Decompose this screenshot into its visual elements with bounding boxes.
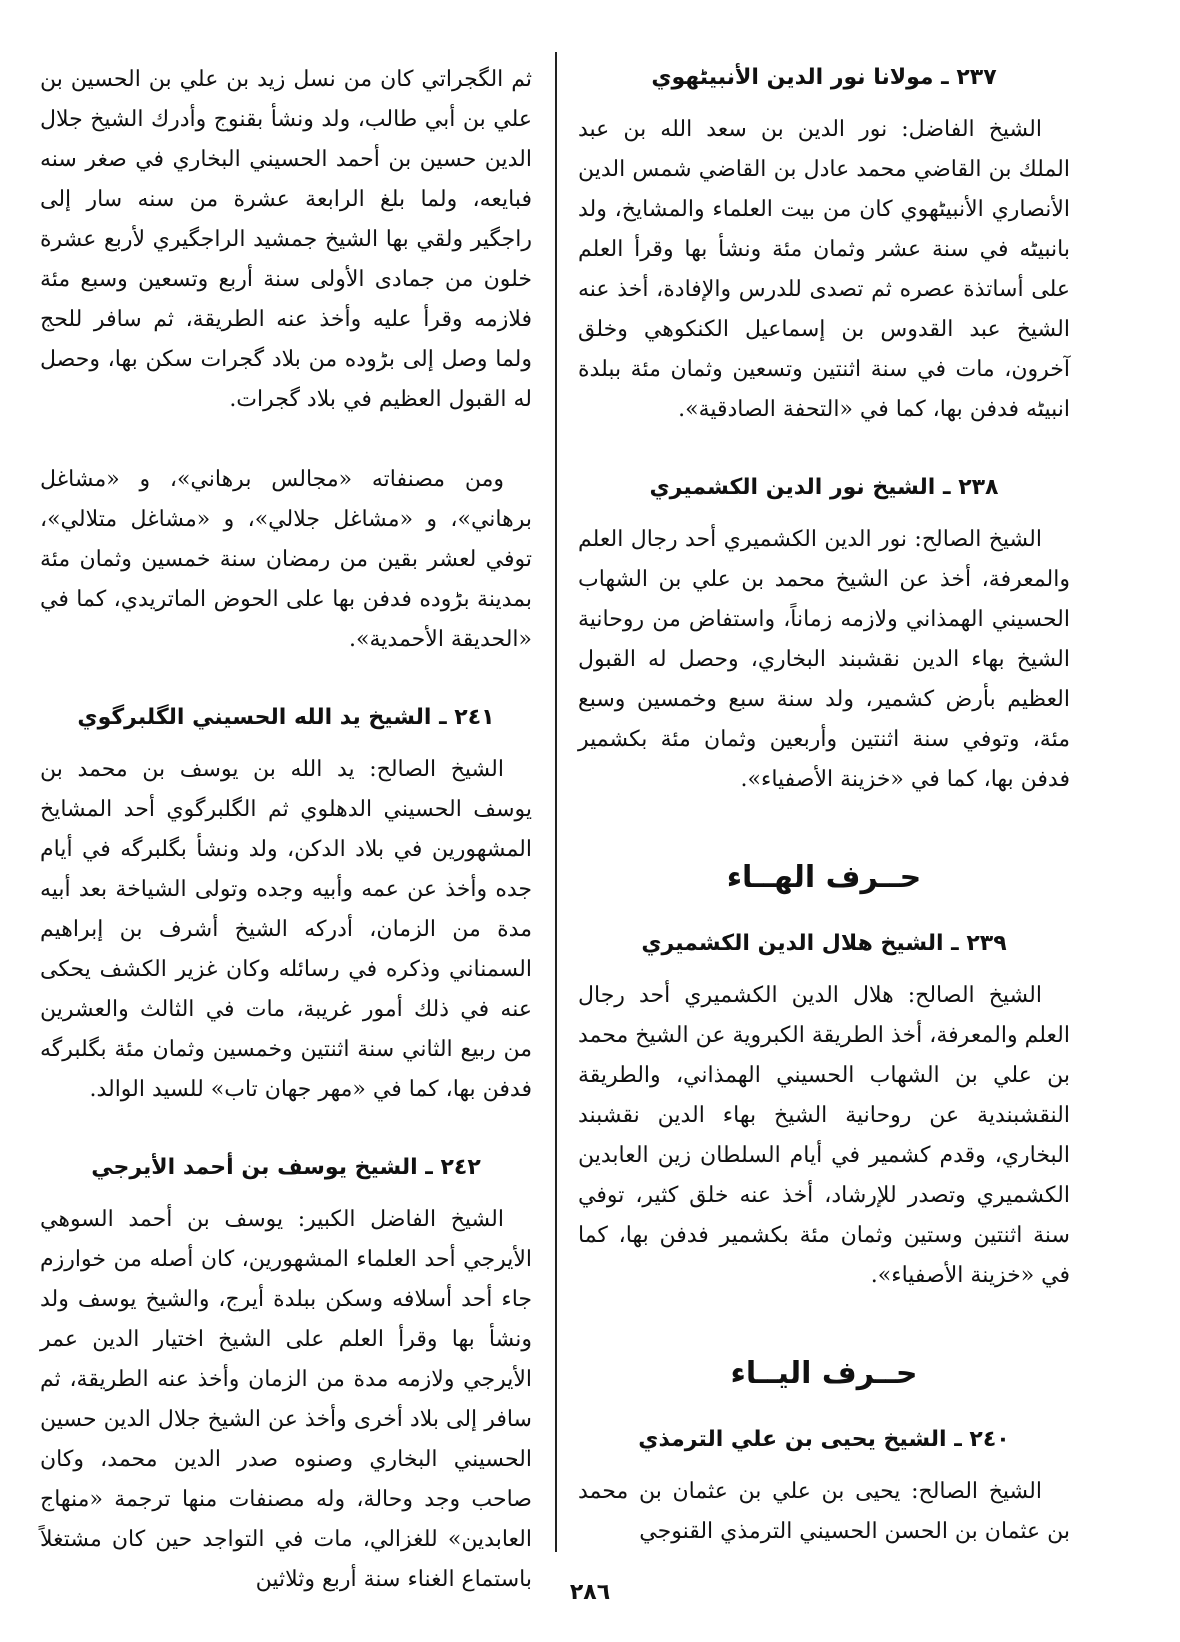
entry-240-body: الشيخ الصالح: يحيى بن علي بن عثمان بن محمد بن عثمان بن الحسن الحسيني الترمذي القنوجي [578, 1479, 1070, 1544]
column-divider [555, 52, 557, 1552]
page-number: ٢٨٦ [569, 1580, 611, 1605]
entry-242-body: الشيخ الفاضل الكبير: يوسف بن أحمد السوهي الأيرجي أحد العلماء المشهورين، كان أصله من خوارزم جاء أحد أسلافه وسكن ببلدة أيرج، والشيخ يوسف ولد ونشأ بها وقرأ العلم على الشيخ اختيار الدين عمر الأيرجي ولازمه مدة من الزمان وأخذ عنه الطريقة، ثم سافر إلى بلاد أخرى وأخذ عن الشيخ جلال الدين حسين الحسيني البخاري وصنوه صدر الدين محمد، وكان صاحب وجد وحالة، وله مصنفات منها ترجمة «منهاج العابدين» للغزالي، مات في التواجد حين كان مشتغلاً باستماع الغناء سنة أربع وثلاثين [40, 1207, 532, 1592]
entry-238-body: الشيخ الصالح: نور الدين الكشميري أحد رجال العلم والمعرفة، أخذ عن الشيخ محمد بن علي بن الشهاب الحسيني الهمذاني ولازمه زماناً، واستفاض من روحانية الشيخ بهاء الدين نقشبند البخاري، وحصل له القبول العظيم بأرض كشمير، ولد سنة سبع وخمسين وسبع مئة، وتوفي سنة اثنتين وأربعين وثمان مئة بكشمير فدفن بها، كما في «خزينة الأصفياء». [578, 527, 1070, 792]
right-column [578, 60, 1070, 1592]
section-heading-haa: حــرف الهــاء [726, 860, 922, 895]
entry-237-title: ٢٣٧ ـ مولانا نور الدين الأنبيٹهوي [651, 65, 997, 90]
entry-242-title: ٢٤٢ ـ الشيخ يوسف بن أحمد الأيرجي [91, 1155, 481, 1180]
entry-238-title: ٢٣٨ ـ الشيخ نور الدين الكشميري [649, 475, 999, 500]
section-heading-yaa: حــرف اليــاء [730, 1356, 918, 1391]
entry-239-body: الشيخ الصالح: هلال الدين الكشميري أحد رجال العلم والمعرفة، أخذ الطريقة الكبروية عن الشيخ محمد بن علي بن الشهاب الحسيني الهمذاني، والطريقة النقشبندية عن روحانية الشيخ بهاء الدين نقشبند البخاري، وقدم كشمير في أيام السلطان زين العابدين الكشميري وتصدر للإرشاد، أخذ عنه خلق كثير، توفي سنة اثنتين وستين وثمان مئة بكشمير فدفن بها، كما في «خزينة الأصفياء». [578, 983, 1070, 1288]
entry-239-title: ٢٣٩ ـ الشيخ هلال الدين الكشميري [641, 931, 1007, 956]
entry-241-title: ٢٤١ ـ الشيخ يد الله الحسيني الگلبرگوي [77, 705, 495, 730]
entry-240-continued: ثم الگجراتي كان من نسل زيد بن علي بن الحسين بن علي بن أبي طالب، ولد ونشأ بقنوج وأدرك الشيخ جلال الدين حسين بن أحمد الحسيني البخاري في صغر سنه فبايعه، ولما بلغ الرابعة عشرة من سنه سار إلى راجگير ولقي بها الشيخ جمشيد الراجگيري لأربع عشرة خلون من جمادى الأولى سنة أربع وتسعين وسبع مئة فلازمه وقرأ عليه وأخذ عنه الطريقة، ثم سافر للحج ولما وصل إلى بڑوده من بلاد گجرات سكن بها، وحصل له القبول العظيم في بلاد گجرات. [40, 67, 533, 412]
entry-241-body: الشيخ الصالح: يد الله بن يوسف بن محمد بن يوسف الحسيني الدهلوي ثم الگلبرگوي أحد المشايخ المشهورين في بلاد الدكن، ولد ونشأ بگلبرگه في أيام جده وأخذ عن عمه وأبيه وجده وتولى الشياخة بعد أبيه مدة من الزمان، أدركه الشيخ أشرف بن إبراهيم السمناني وذكره في رسائله وكان غزير الكشف يحكى عنه في ذلك أمور غريبة، مات في الثالث والعشرين من ربيع الثاني سنة اثنتين وخمسين وثمان مئة بگلبرگه فدفن بها، كما في «مهر جهان تاب» للسيد الوالد. [40, 757, 532, 1102]
entry-240-title: ٢٤٠ ـ الشيخ يحيى بن علي الترمذي [638, 1427, 1010, 1452]
entry-240-works: ومن مصنفاته «مجالس برهاني»، و «مشاغل برهاني»، و «مشاغل جلالي»، و «مشاغل متلالي»، توفي لعشر بقين من رمضان سنة خمسين وثمان مئة بمدينة بڑوده فدفن بها على الحوض الماتريدي، كما في «الحديقة الأحمدية». [40, 467, 532, 652]
left-column [40, 60, 532, 1640]
entry-237-body: الشيخ الفاضل: نور الدين بن سعد الله بن عبد الملك بن القاضي محمد عادل بن القاضي شمس الدين الأنصاري الأنبيٹهوي كان من بيت العلماء والمشايخ، ولد بانبيٹه في سنة عشر وثمان مئة ونشأ بها وقرأ العلم على أساتذة عصره ثم تصدى للدرس والإفادة، أخذ عنه الشيخ عبد القدوس بن إسماعيل الكنكوهي وخلق آخرون، مات في سنة اثنتين وتسعين وثمان مئة ببلدة انبيٹه فدفن بها، كما في «التحفة الصادقية». [578, 117, 1070, 422]
